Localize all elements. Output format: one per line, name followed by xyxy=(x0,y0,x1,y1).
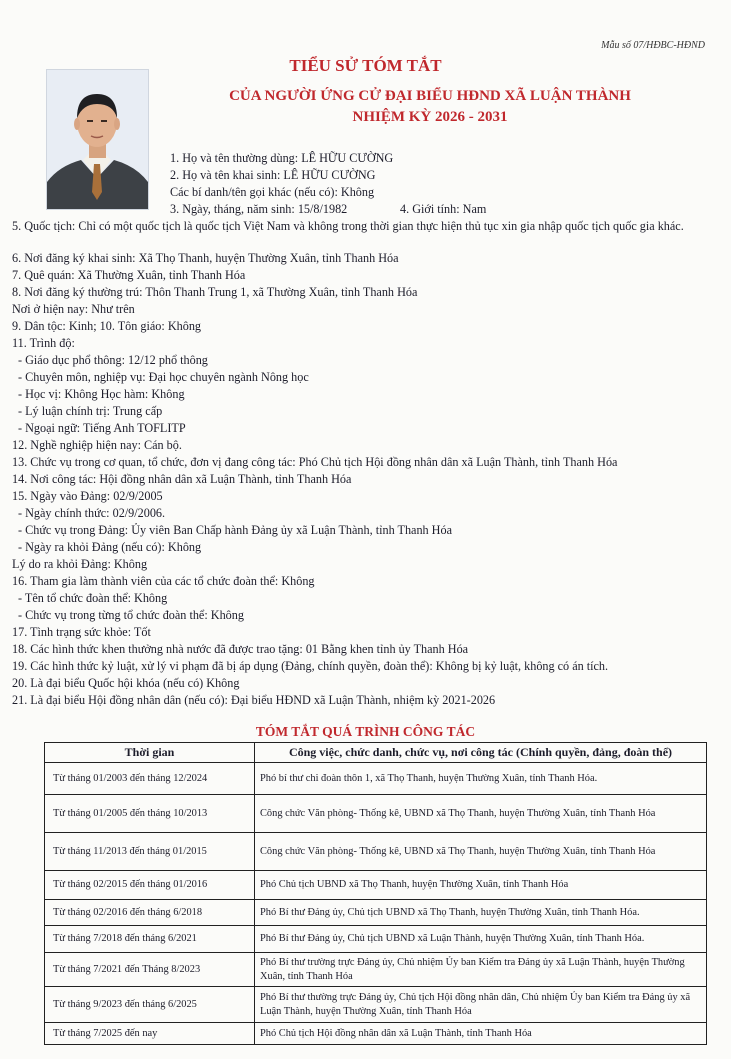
national-assembly-delegate: 20. Là đại biểu Quốc hội khóa (nếu có) Không xyxy=(12,676,240,690)
aliases: Các bí danh/tên gọi khác (nếu có): Không xyxy=(170,185,375,199)
organization-membership: 16. Tham gia làm thành viên của các tổ chức đoàn thể: Không xyxy=(12,574,315,588)
organization-name: - Tên tổ chức đoàn thể: Không xyxy=(18,591,168,605)
birth-name: 2. Họ và tên khai sinh: LÊ HỮU CƯỜNG xyxy=(170,168,376,182)
table-header-row xyxy=(45,743,707,763)
position-cell: Công chức Văn phòng- Thống kê, UBND xã Thọ Thanh, huyện Thường Xuân, tỉnh Thanh Hóa xyxy=(255,795,707,833)
position-cell: Công chức Văn phòng- Thống kê, UBND xã Thọ Thanh, huyện Thường Xuân, tỉnh Thanh Hóa xyxy=(255,833,707,871)
table-row xyxy=(45,763,707,795)
table-row xyxy=(45,833,707,871)
ethnicity-religion: 9. Dân tộc: Kinh; 10. Tôn giáo: Không xyxy=(12,319,202,333)
party-leave-reason: Lý do ra khỏi Đảng: Không xyxy=(12,557,148,571)
position-cell: Phó Chủ tịch UBND xã Thọ Thanh, huyện Thường Xuân, tỉnh Thanh Hóa xyxy=(255,871,707,900)
period-cell: Từ tháng 7/2021 đến Tháng 8/2023 xyxy=(45,953,255,987)
education-heading: 11. Trình độ: xyxy=(12,336,75,350)
birth-date: 3. Ngày, tháng, năm sinh: 15/8/1982 xyxy=(170,202,348,216)
disciplinary-record: 19. Các hình thức kỷ luật, xử lý vi phạm đã bị áp dụng (Đảng, chính quyền, đoàn thể): Không bị kỷ luật, không có án tích. xyxy=(12,659,609,673)
table-row xyxy=(45,871,707,900)
party-leave-date: - Ngày ra khỏi Đảng (nếu có): Không xyxy=(18,540,202,554)
academic-degree: - Học vị: Không Học hàm: Không xyxy=(18,387,185,401)
foreign-language: - Ngoại ngữ: Tiếng Anh TOFLITP xyxy=(18,421,186,435)
party-official-date: - Ngày chính thức: 02/9/2006. xyxy=(18,506,166,520)
period-cell: Từ tháng 7/2025 đến nay xyxy=(45,1023,255,1045)
period-cell: Từ tháng 01/2005 đến tháng 10/2013 xyxy=(45,795,255,833)
period-cell: Từ tháng 7/2018 đến tháng 6/2021 xyxy=(45,926,255,953)
candidate-portrait-photo xyxy=(46,69,149,210)
workplace: 14. Nơi công tác: Hội đồng nhân dân xã Luận Thành, tỉnh Thanh Hóa xyxy=(12,472,352,486)
column-header-period: Thời gian xyxy=(45,743,255,763)
professional-qualification: - Chuyên môn, nghiệp vụ: Đại học chuyên ngành Nông học xyxy=(18,370,309,384)
position-cell: Phó Chủ tịch Hội đồng nhân dân xã Luận Thành, tỉnh Thanh Hóa xyxy=(255,1023,707,1045)
awards: 18. Các hình thức khen thưởng nhà nước đã được trao tặng: 01 Bằng khen tỉnh ủy Thanh Hóa xyxy=(12,642,469,656)
common-name: 1. Họ và tên thường dùng: LÊ HỮU CƯỜNG xyxy=(170,151,394,165)
document-title: TIỂU SỬ TÓM TẮT xyxy=(289,56,442,75)
table-row xyxy=(45,926,707,953)
position-cell: Phó bí thư chi đoàn thôn 1, xã Thọ Thanh, huyện Thường Xuân, tỉnh Thanh Hóa. xyxy=(255,763,707,795)
table-row xyxy=(45,1023,707,1045)
party-position: - Chức vụ trong Đảng: Ủy viên Ban Chấp hành Đảng ủy xã Luận Thành, tỉnh Thanh Hóa xyxy=(18,523,452,537)
political-theory: - Lý luận chính trị: Trung cấp xyxy=(18,404,163,418)
position-cell: Phó Bí thư thường trực Đảng ủy, Chủ tịch Hội đồng nhân dân, Chủ nhiệm Ủy ban Kiểm tra Đảng ủy xã Luận Thành, huyện Thường Xuân, tỉnh Thanh Hóa xyxy=(255,987,707,1023)
table-row xyxy=(45,987,707,1023)
period-cell: Từ tháng 9/2023 đến tháng 6/2025 xyxy=(45,987,255,1023)
position-cell: Phó Bí thư Đảng ủy, Chủ tịch UBND xã Thọ Thanh, huyện Thường Xuân, tỉnh Thanh Hóa. xyxy=(255,900,707,926)
current-occupation: 12. Nghề nghiệp hiện nay: Cán bộ. xyxy=(12,438,182,452)
permanent-residence: 8. Nơi đăng ký thường trú: Thôn Thanh Trung 1, xã Thường Xuân, tỉnh Thanh Hóa xyxy=(12,285,418,299)
form-code: Mẫu số 07/HĐBC-HĐND xyxy=(601,40,705,51)
period-cell: Từ tháng 02/2015 đến tháng 01/2016 xyxy=(45,871,255,900)
column-header-position: Công việc, chức danh, chức vụ, nơi công tác (Chính quyền, đảng, đoàn thể) xyxy=(255,743,707,763)
council-delegate: 21. Là đại biểu Hội đồng nhân dân (nếu có): Đại biểu HĐND xã Luận Thành, nhiệm kỳ 2021-2026 xyxy=(12,693,496,707)
general-education: - Giáo dục phổ thông: 12/12 phổ thông xyxy=(18,353,208,367)
work-history-table xyxy=(44,742,707,1045)
position-cell: Phó Bí thư trường trực Đảng ủy, Chủ nhiệm Ủy ban Kiểm tra Đảng ủy xã Luận Thành, huyện Thường Xuân, tỉnh Thanh Hóa xyxy=(255,953,707,987)
work-history-title: TÓM TẮT QUÁ TRÌNH CÔNG TÁC xyxy=(255,724,476,739)
health-status: 17. Tình trạng sức khỏe: Tốt xyxy=(12,625,151,639)
table-row xyxy=(45,795,707,833)
table-row xyxy=(45,900,707,926)
organization-position: - Chức vụ trong từng tổ chức đoàn thể: Không xyxy=(18,608,244,622)
gender: 4. Giới tính: Nam xyxy=(400,202,487,216)
hometown: 7. Quê quán: Xã Thường Xuân, tỉnh Thanh Hóa xyxy=(12,268,246,282)
document-subtitle: CỦA NGƯỜI ỨNG CỬ ĐẠI BIỂU HĐND XÃ LUẬN THÀNH xyxy=(229,88,631,104)
table-row xyxy=(45,953,707,987)
period-cell: Từ tháng 02/2016 đến tháng 6/2018 xyxy=(45,900,255,926)
current-residence: Nơi ở hiện nay: Như trên xyxy=(12,302,135,316)
nationality: 5. Quốc tịch: Chỉ có một quốc tịch là quốc tịch Việt Nam và không trong thời gian thực hiện thủ tục xin gia nhập quốc tịch quốc gia khác. xyxy=(12,219,684,233)
current-position: 13. Chức vụ trong cơ quan, tổ chức, đơn vị đang công tác: Phó Chủ tịch Hội đồng nhân dân xã Luận Thành, tỉnh Thanh Hóa xyxy=(12,455,618,469)
term-subtitle: NHIỆM KỲ 2026 - 2031 xyxy=(352,109,508,125)
period-cell: Từ tháng 01/2003 đến tháng 12/2024 xyxy=(45,763,255,795)
period-cell: Từ tháng 11/2013 đến tháng 01/2015 xyxy=(45,833,255,871)
position-cell: Phó Bí thư Đảng ủy, Chủ tịch UBND xã Luận Thành, huyện Thường Xuân, tỉnh Thanh Hóa. xyxy=(255,926,707,953)
party-join-date: 15. Ngày vào Đảng: 02/9/2005 xyxy=(12,489,163,503)
birth-registration-place: 6. Nơi đăng ký khai sinh: Xã Thọ Thanh, huyện Thường Xuân, tỉnh Thanh Hóa xyxy=(12,251,399,265)
